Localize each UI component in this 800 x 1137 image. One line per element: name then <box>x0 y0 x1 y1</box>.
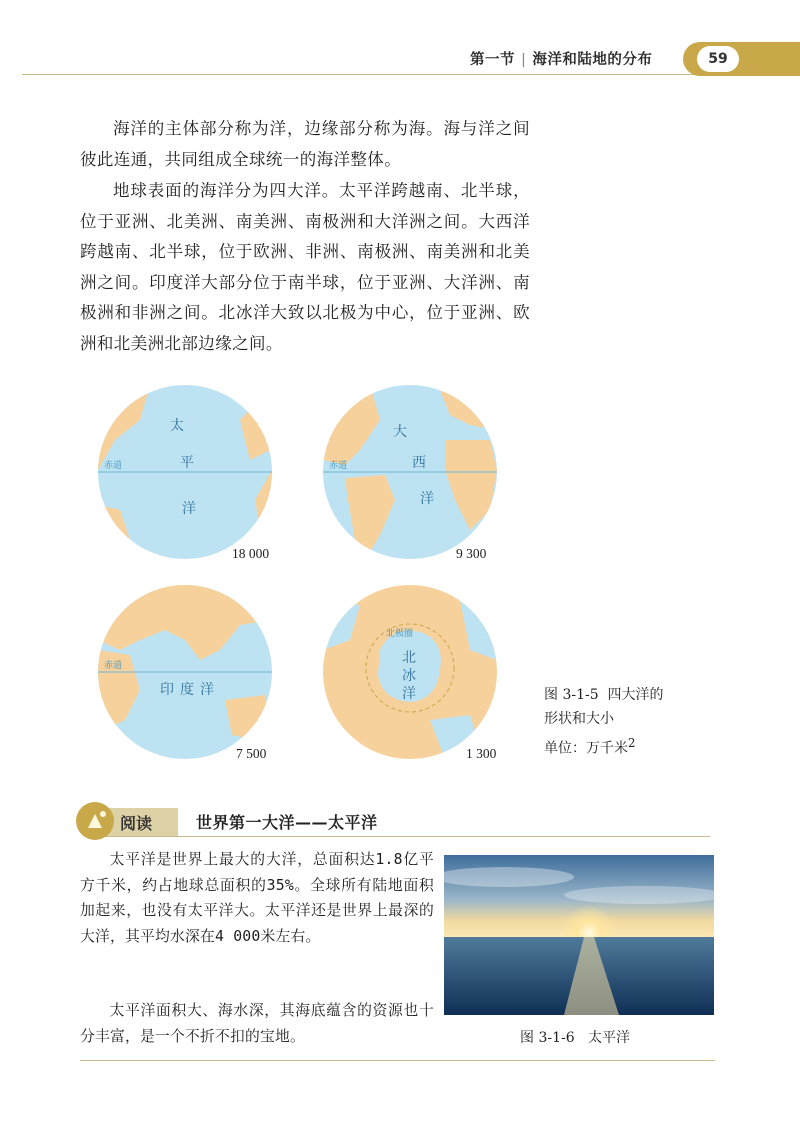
globe-atlantic <box>323 385 497 560</box>
globe-pacific <box>98 380 272 560</box>
globe-indian-char-1: 印 <box>160 682 174 698</box>
globe-atlantic-char-2: 西 <box>412 455 426 471</box>
area-atlantic: 9 300 <box>456 546 487 561</box>
globe-atlantic-char-3: 洋 <box>420 491 434 507</box>
figure-unit: 单位：万千米 <box>544 740 628 757</box>
pacific-photo <box>444 855 714 1015</box>
reading-rule <box>95 836 710 837</box>
paragraph-four-oceans: 地球表面的海洋分为四大洋。太平洋跨越南、北半球，位于亚洲、北美洲、南美洲、南极洲和大洋洲之间。大西洋跨越南、北半球，位于欧洲、非洲、南极洲、南美洲和北美洲之间。印度洋大部分位于南半球，位于亚洲、大洋洲、南极洲和非洲之间。北冰洋大致以北极为中心，位于亚洲、欧洲和北美洲北部边缘之间。 <box>80 181 530 353</box>
arctic-circle-label: 北极圈 <box>386 629 414 639</box>
globe-arctic-char-1: 北 <box>402 650 416 666</box>
section-label: 第一节 <box>470 52 515 68</box>
area-arctic: 1 300 <box>466 746 497 761</box>
equator-label: 赤道 <box>104 461 123 471</box>
book-icon <box>88 814 102 828</box>
figure-caption <box>544 683 714 761</box>
reading-icon <box>76 802 114 840</box>
figure-title-line1: 四大洋的 <box>607 687 664 703</box>
globe-pacific-char-3: 洋 <box>182 501 196 517</box>
globe-indian-char-3: 洋 <box>200 682 214 698</box>
figure-unit-sup: 2 <box>628 736 636 750</box>
reading-paragraph-2: 太平洋面积大、海水深，其海底蕴含的资源也十分丰富，是一个不折不扣的宝地。 <box>80 1002 434 1045</box>
globe-arctic-char-2: 冰 <box>402 668 416 684</box>
globe-atlantic-char-1: 大 <box>393 424 407 440</box>
reading-paragraph-1: 太平洋是世界上最大的大洋，总面积达1.8亿平方千米，约占地球总面积的35%。全球所有陆地面积加起来，也没有太平洋大。太平洋还是世界上最深的大洋，其平均水深在4 000米左右。 <box>80 851 434 946</box>
globe-arctic-char-3: 洋 <box>402 686 416 702</box>
globe-indian-char-2: 度 <box>180 682 194 698</box>
photo-caption-number: 图 3-1-6 <box>520 1030 575 1046</box>
land-australia <box>225 695 272 740</box>
globe-arctic <box>323 585 497 759</box>
globe-pacific-char-2: 平 <box>180 455 194 471</box>
globe-indian <box>98 585 272 759</box>
header-separator: | <box>521 52 527 68</box>
paragraph-ocean-sea: 海洋的主体部分称为洋，边缘部分称为海。海与洋之间彼此连通，共同组成全球统一的海洋整体。 <box>80 119 530 169</box>
bottom-rule <box>80 1060 715 1061</box>
figure-number: 图 3-1-5 <box>544 687 599 703</box>
photo-caption-text: 太平洋 <box>588 1030 630 1046</box>
equator-label: 赤道 <box>104 661 123 671</box>
reading-title: 世界第一大洋——太平洋 <box>196 813 378 832</box>
reading-label: 阅读 <box>120 814 153 833</box>
star-icon <box>100 811 106 817</box>
area-pacific: 18 000 <box>232 546 270 561</box>
photo-caption <box>520 1027 630 1047</box>
page-number: 59 <box>697 46 739 72</box>
area-indian: 7 500 <box>236 746 267 761</box>
figure-title-line2: 形状和大小 <box>544 711 614 727</box>
section-title: 海洋和陆地的分布 <box>532 52 653 68</box>
equator-label: 赤道 <box>329 461 348 471</box>
globe-pacific-char-1: 太 <box>170 418 184 434</box>
